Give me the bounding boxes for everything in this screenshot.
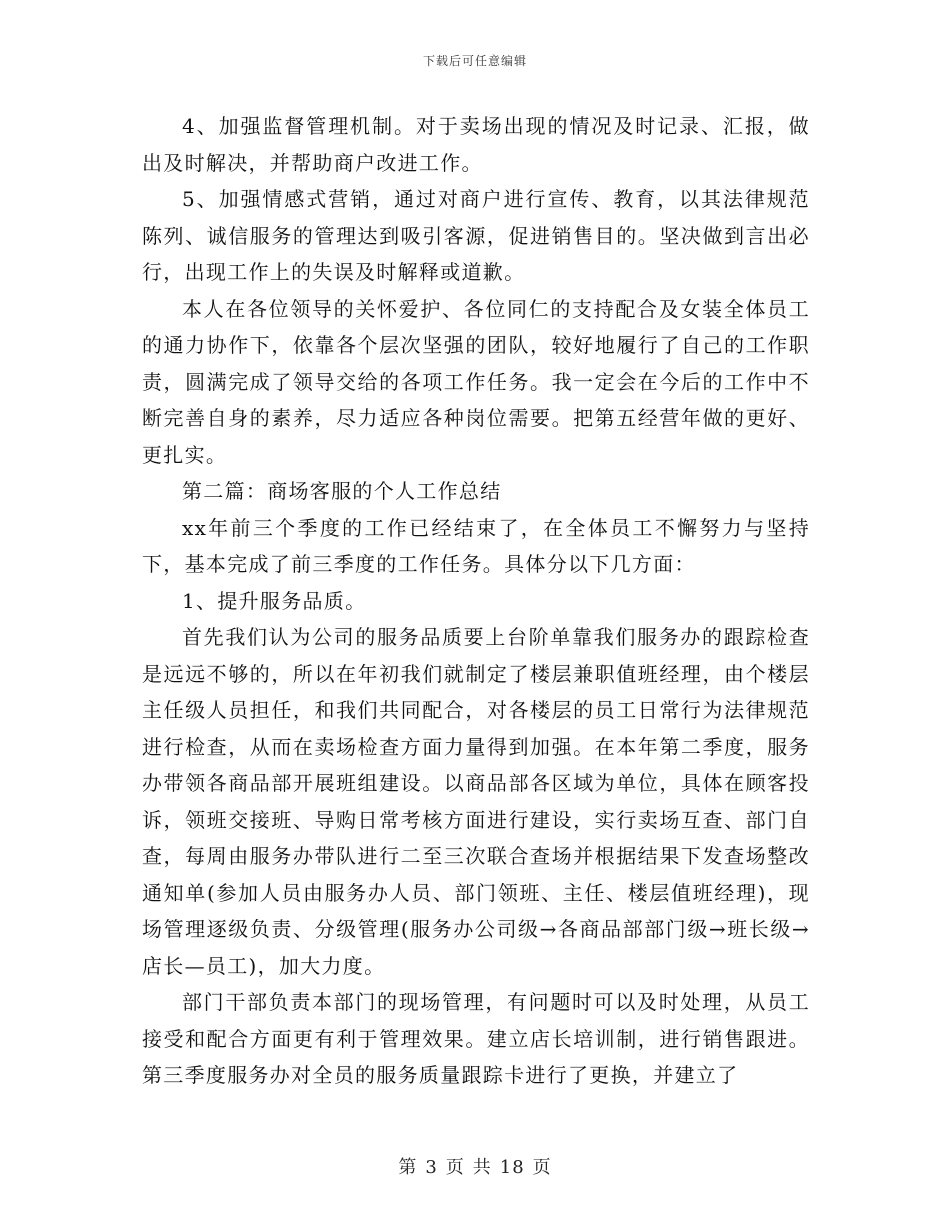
paragraph: 4、加强监督管理机制。对于卖场出现的情况及时记录、汇报，做出及时解决，并帮助商户改进工作。 [142,114,810,175]
footer-prefix: 第 [398,1157,418,1178]
paragraph: 部门干部负责本部门的现场管理，有问题时可以及时处理，从员工接受和配合方面更有利于管理效果。建立店长培训制，进行销售跟进。第三季度服务办对全员的服务质量跟踪卡进行了更换，并建立了 [142,990,810,1087]
current-page-number: 3 [425,1157,438,1178]
total-pages-number: 18 [499,1157,525,1178]
footer-total-label: 共 [472,1157,492,1178]
paragraph: 首先我们认为公司的服务品质要上台阶单靠我们服务办的跟踪检查是远远不够的，所以在年初我们就制定了楼层兼职值班经理，由个楼层主任级人员担任，和我们共同配合，对各楼层的员工日常行为法律规范进行检查，从而在卖场检查方面力量得到加强。在本年第二季度，服务办带领各商品部开展班组建设。以商品部各区域为单位，具体在顾客投诉，领班交接班、导购日常考核方面进行建设，实行卖场互查、部门自查，每周由服务办带队进行二至三次联合查场并根据结果下发查场整改通知单(参加人员由服务办人员、部门领班、主任、楼层值班经理)，现场管理逐级负责、分级管理(服务办公司级→各商品部部门级→班长级→店长—员工)，加大力度。 [142,625,810,978]
header-note: 下载后可任意编辑 [422,54,527,68]
footer-suffix: 页 [532,1157,552,1178]
section-heading: 第二篇：商场客服的个人工作总结 [182,479,502,503]
paragraph: 1、提升服务品质。 [182,588,367,613]
paragraph: 本人在各位领导的关怀爱护、各位同仁的支持配合及女装全体员工的通力协作下，依靠各个层次坚强的团队，较好地履行了自己的工作职责，圆满完成了领导交给的各项工作任务。我一定会在今后的工作中不断完善自身的素养，尽力适应各种岗位需要。把第五经营年做的更好、更扎实。 [142,296,810,467]
footer-middle: 页 [445,1157,465,1178]
paragraph: xx年前三个季度的工作已经结束了，在全体员工不懈努力与坚持下，基本完成了前三季度的工作任务。具体分以下几方面： [142,515,810,576]
page-number-footer [0,1153,950,1179]
document-body [142,108,810,1094]
paragraph: 5、加强情感式营销，通过对商户进行宣传、教育，以其法律规范陈列、诚信服务的管理达到吸引客源，促进销售目的。坚决做到言出必行，出现工作上的失误及时解释或道歉。 [142,187,810,284]
